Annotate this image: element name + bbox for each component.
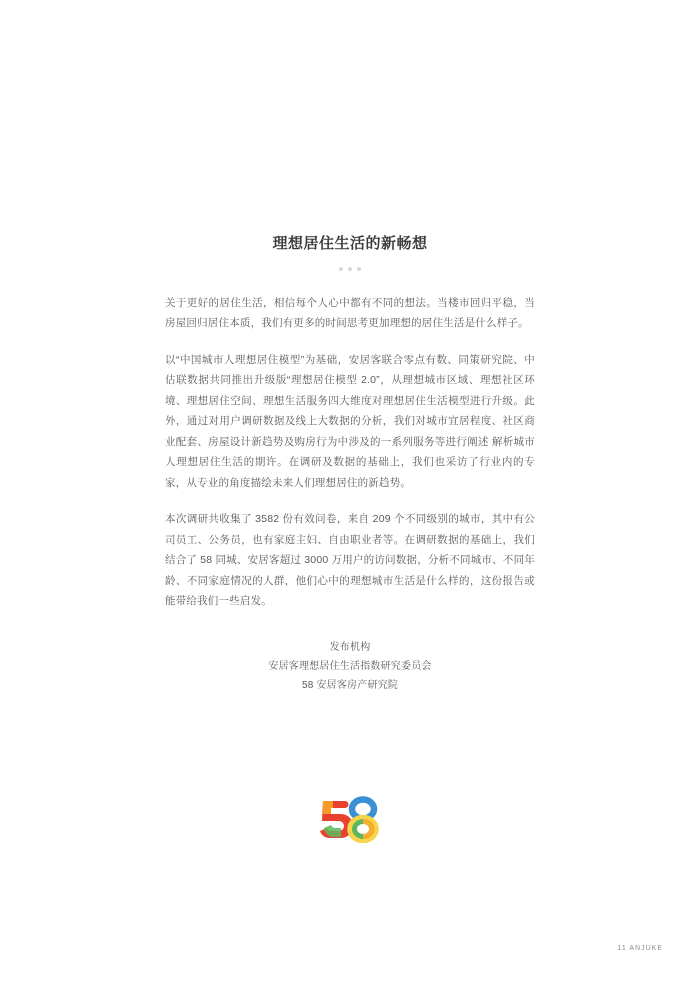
58-logo-icon xyxy=(319,795,381,843)
body-paragraph-2: 以“中国城市人理想居住模型”为基础，安居客联合零点有数、同策研究院、中估联数据共同推出升级版“理想居住模型 2.0”，从理想城市区域、理想社区环境、理想居住空间、理想生活服务四大维度对理想居住生活模型进行升级。此外，通过对用户调研数据及线上大数据的分析，我们对城市宜居程度、社区商业配套、房屋设计新趋势及购房行为中涉及的一系列服务等进行阐述 解析城市人理想居住生活的期许。在调研及数据的基础上，我们也采访了行业内的专家，从专业的角度描绘未来人们理想居住的新趋势。 xyxy=(165,353,535,489)
divider-dot xyxy=(357,267,361,271)
footer-mark: 11 xyxy=(617,945,627,952)
signature-block xyxy=(165,638,535,695)
page-title: 理想居住生活的新畅想 xyxy=(272,235,428,252)
signature-line-3: 58 安居客房产研究院 xyxy=(301,679,399,691)
body-paragraph-3: 本次调研共收集了 3582 份有效问卷，来自 209 个不同级别的城市，其中有公司员工、公务员，也有家庭主妇、自由职业者等。在调研数据的基础上，我们结合了 58 同城、安居客超过 3000 万用户的访问数据，分析不同城市、不同年龄、不同家庭情况的人群，他们心中的理想城市生活是什么样的，这份报告或能带给我们一些启发。 xyxy=(165,513,535,608)
logo-container xyxy=(0,795,699,843)
divider-dot xyxy=(348,267,352,271)
signature-line-1: 发布机构 xyxy=(329,641,371,653)
footer-brand-label: ANJUKE xyxy=(629,945,663,952)
document-content xyxy=(165,232,535,695)
signature-line-2: 安居客理想居住生活指数研究委员会 xyxy=(268,660,432,672)
divider-dot xyxy=(339,267,343,271)
divider-dots xyxy=(165,267,535,271)
body-paragraph-1: 关于更好的居住生活，相信每个人心中都有不同的想法。当楼市回归平稳，当房屋回归居住本质，我们有更多的时间思考更加理想的居住生活是什么样子。 xyxy=(165,297,535,330)
footer-brand xyxy=(618,945,663,952)
